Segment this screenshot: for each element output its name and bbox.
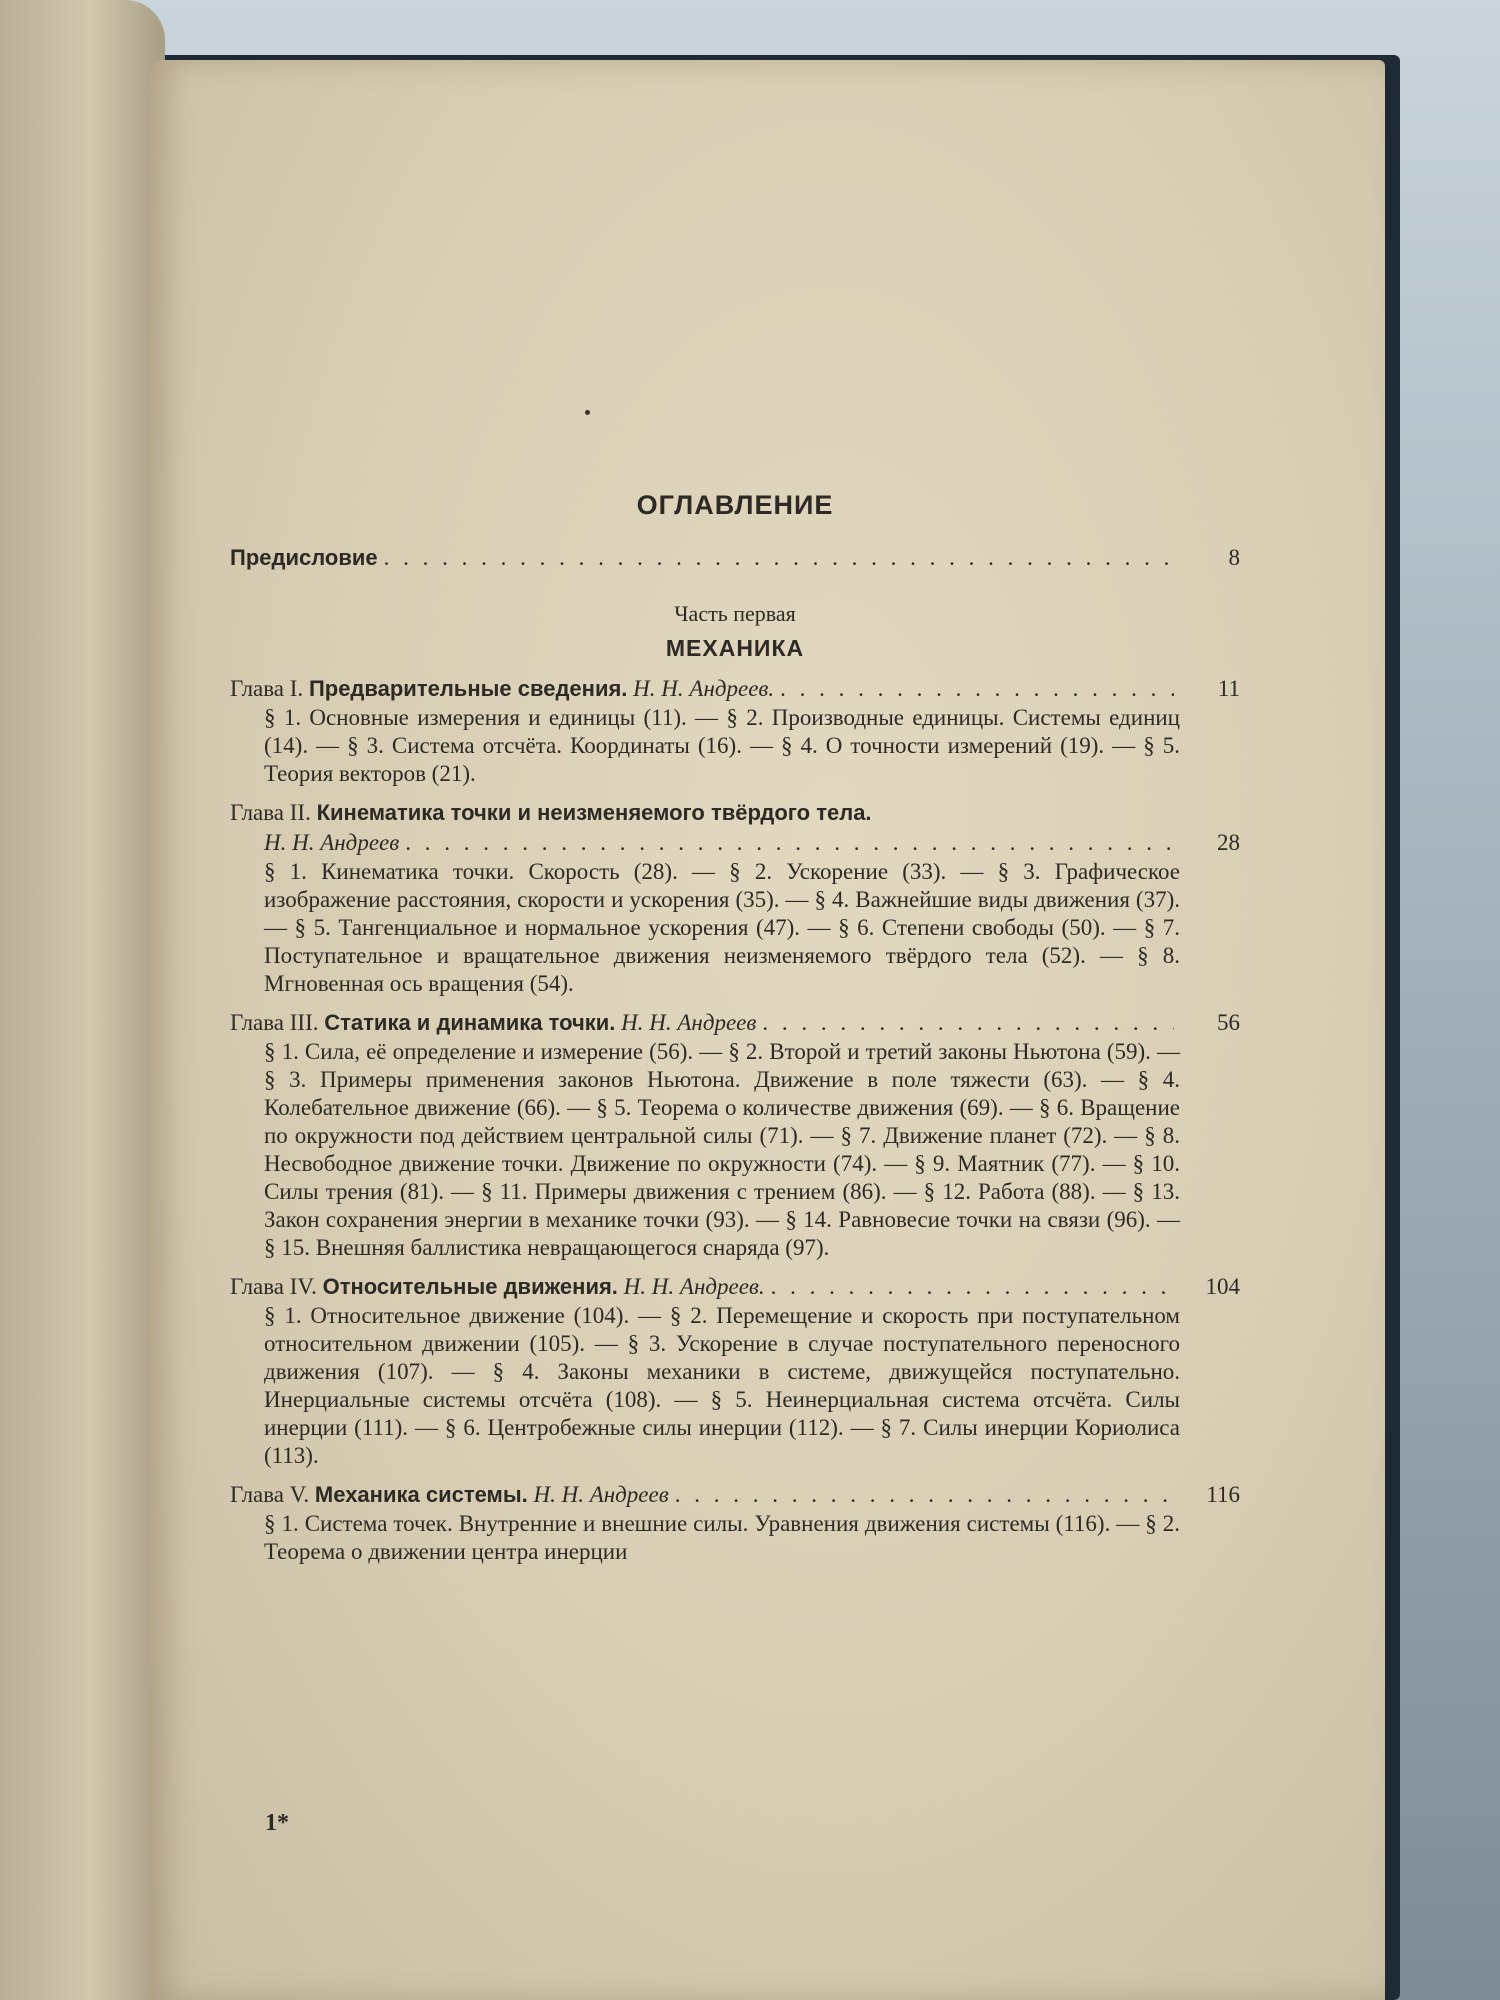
leader-dots bbox=[780, 674, 1174, 704]
chapter-number: Глава II. bbox=[230, 800, 311, 825]
table-of-contents bbox=[230, 490, 1240, 1566]
leader-dots bbox=[762, 1008, 1174, 1038]
chapter-sections: § 1. Система точек. Внутренние и внешние силы. Уравнения движения системы (116). — § 2. Теорема о движении центра инерции bbox=[264, 1511, 1180, 1564]
chapter-number: Глава III. bbox=[230, 1010, 319, 1035]
chapter-author-line bbox=[264, 828, 1240, 858]
chapter-page: 104 bbox=[1205, 1274, 1240, 1299]
signature-mark: 1* bbox=[265, 1810, 289, 1836]
left-page-edge bbox=[0, 0, 165, 2000]
toc-chapter-2 bbox=[230, 798, 1240, 998]
chapter-page: 56 bbox=[1217, 1010, 1240, 1035]
chapter-sections: § 1. Сила, её определение и измерение (56). — § 2. Второй и третий законы Ньютона (59). — § 3. Примеры применения законов Ньютона. Движение в поле тяжести (63). — § 4. Колебательное движение (66). — § 5. Теорема о количестве движения (69). — § 6. Вращение по окружности под действием центральной силы (71). — § 7. Движение планет (72). — § 8. Несвободное движение точки. Движение по окружности (74). — § 9. Маятник (77). — § 10. Силы трения (81). — § 11. Примеры движения с трением (86). — § 12. Работа (88). — § 13. Закон сохранения энергии в механике точки (93). — § 14. Равновесие точки на связи (96). — § 15. Внешняя баллистика невращающегося снаряда (97). bbox=[264, 1039, 1180, 1260]
toc-chapter-4 bbox=[230, 1272, 1240, 1470]
leader-dots bbox=[675, 1480, 1174, 1510]
chapter-name: Предварительные сведения. bbox=[308, 676, 628, 701]
chapter-author: Н. Н. Андреев bbox=[264, 830, 400, 855]
chapter-page: 28 bbox=[1217, 830, 1240, 855]
chapter-author: Н. Н. Андреев bbox=[621, 1010, 757, 1035]
chapter-number: Глава V. bbox=[230, 1482, 310, 1507]
chapter-sections: § 1. Относительное движение (104). — § 2. Перемещение и скорость при поступательном относительном движении (105). — § 3. Ускорение в случае поступательного переносного движения (107). — § 4. Законы механики в системе, движущейся поступательно. Инерциальные системы отсчёта (108). — § 5. Неинерциальная система отсчёта. Силы инерции (111). — § 6. Центробежные силы инерции (112). — § 7. Силы инерции Кориолиса (113). bbox=[264, 1303, 1180, 1468]
chapter-name: Механика системы. bbox=[314, 1482, 528, 1507]
toc-chapter-5 bbox=[230, 1480, 1240, 1566]
chapter-number: Глава IV. bbox=[230, 1274, 317, 1299]
preface-label: Предисловие bbox=[230, 545, 378, 570]
paper-speck bbox=[585, 410, 590, 415]
chapter-author: Н. Н. Андреев bbox=[533, 1482, 669, 1507]
chapter-number: Глава I. bbox=[230, 676, 304, 701]
chapter-sections: § 1. Основные измерения и единицы (11). — § 2. Производные единицы. Системы единиц (14). — § 3. Система отсчёта. Координаты (16). — § 4. О точности измерений (19). — § 5. Теория векторов (21). bbox=[264, 705, 1180, 786]
preface-page: 8 bbox=[1228, 545, 1240, 570]
chapter-name: Статика и динамика точки. bbox=[324, 1010, 616, 1035]
part-label: Часть первая bbox=[674, 601, 796, 626]
chapter-page: 116 bbox=[1206, 1482, 1240, 1507]
toc-chapter-1 bbox=[230, 674, 1240, 788]
chapter-name: Относительные движения. bbox=[322, 1274, 618, 1299]
leader-dots bbox=[771, 1272, 1174, 1302]
chapter-sections: § 1. Кинематика точки. Скорость (28). — § 2. Ускорение (33). — § 3. Графическое изображение расстояния, скорости и ускорения (35). — § 4. Важнейшие виды движения (37). — § 5. Тангенциальное и нормальное ускорения (47). — § 6. Степени свободы (50). — § 7. Поступательное и вращательное движения неизменяемого твёрдого тела (52). — § 8. Мгновенная ось вращения (54). bbox=[264, 859, 1180, 996]
chapter-author: Н. Н. Андреев. bbox=[623, 1274, 765, 1299]
chapter-name: Кинематика точки и неизменяемого твёрдого тела. bbox=[316, 800, 872, 825]
leader-dots bbox=[405, 828, 1174, 858]
chapter-heading bbox=[230, 1480, 1240, 1510]
toc-chapter-3 bbox=[230, 1008, 1240, 1262]
chapter-heading bbox=[230, 798, 1240, 828]
chapter-heading bbox=[230, 1272, 1240, 1302]
chapter-heading bbox=[230, 674, 1240, 704]
chapter-page: 11 bbox=[1217, 676, 1240, 701]
chapter-heading bbox=[230, 1008, 1240, 1038]
part-title: МЕХАНИКА bbox=[665, 635, 805, 661]
leader-dots bbox=[384, 543, 1174, 573]
chapter-author: Н. Н. Андреев. bbox=[633, 676, 775, 701]
toc-title: ОГЛАВЛЕНИЕ bbox=[636, 490, 834, 520]
toc-entry-preface bbox=[230, 543, 1240, 573]
